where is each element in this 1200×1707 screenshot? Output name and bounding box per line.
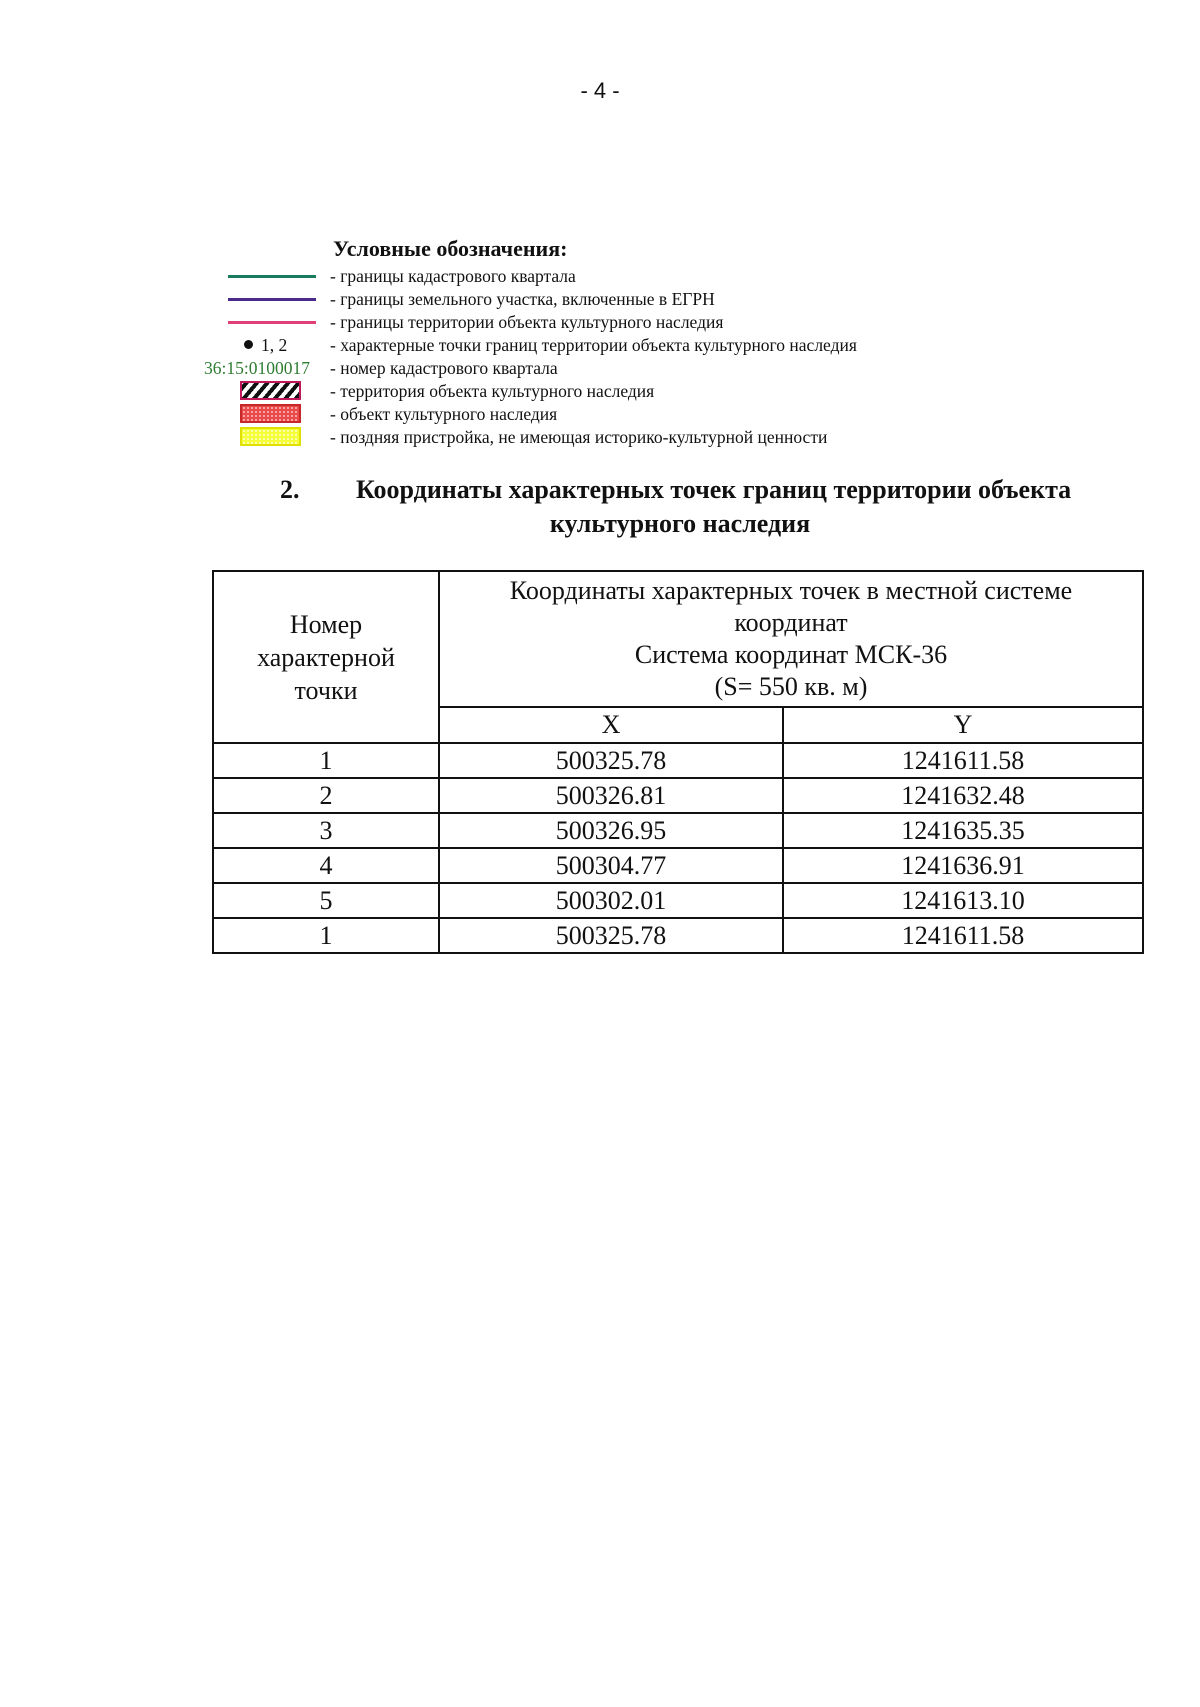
cell-y: 1241632.48 — [783, 778, 1143, 813]
section-number: 2. — [280, 475, 300, 504]
legend-item-text: - поздняя пристройка, не имеющая историко-культурной ценности — [330, 427, 828, 447]
header-text: координат — [734, 608, 848, 637]
header-text: характерной — [257, 642, 395, 672]
yellow-swatch-icon — [240, 427, 301, 446]
legend-item-text: - номер кадастрового квартала — [330, 358, 558, 378]
section-title-line2: культурного наследия — [549, 509, 811, 538]
table-row — [213, 743, 1143, 778]
cell-y: 1241636.91 — [783, 848, 1143, 883]
red-swatch-icon — [240, 404, 301, 423]
legend-item-text: - территория объекта культурного наследия — [330, 381, 655, 401]
page-number: - 4 - — [580, 78, 620, 103]
cell-point-number: 4 — [213, 848, 439, 883]
cell-point-number: 5 — [213, 883, 439, 918]
cadastral-code-label: 36:15:0100017 — [204, 358, 310, 378]
section-title-line1: Координаты характерных точек границ территории объекта — [356, 475, 1072, 504]
cell-y: 1241635.35 — [783, 813, 1143, 848]
cell-point-number: 1 — [213, 918, 439, 953]
table-row — [213, 848, 1143, 883]
table-row — [213, 813, 1143, 848]
green-line-symbol — [228, 275, 316, 278]
legend-item-characteristic-points — [0, 334, 1200, 356]
legend-item-text: - границы кадастрового квартала — [330, 266, 576, 286]
cell-x: 500325.78 — [439, 743, 783, 778]
cell-x: 500326.81 — [439, 778, 783, 813]
header-y: Y — [783, 707, 1143, 743]
legend-item-text: - характерные точки границ территории объекта культурного наследия — [330, 335, 857, 355]
cell-point-number: 3 — [213, 813, 439, 848]
table-header-row — [213, 571, 1143, 707]
point-symbol — [244, 334, 287, 356]
cell-y: 1241611.58 — [783, 918, 1143, 953]
header-point-number — [213, 571, 439, 743]
legend-title: Условные обозначения: — [333, 236, 568, 261]
coordinates-table — [212, 570, 1144, 954]
cell-point-number: 1 — [213, 743, 439, 778]
header-text: (S= 550 кв. м) — [714, 672, 868, 701]
cell-point-number: 2 — [213, 778, 439, 813]
cell-x: 500325.78 — [439, 918, 783, 953]
legend-item-text: - объект культурного наследия — [330, 404, 558, 424]
table-row — [213, 883, 1143, 918]
legend-item-land-plot-boundary — [0, 288, 1200, 310]
legend-item-late-extension — [0, 426, 1200, 448]
cell-y: 1241613.10 — [783, 883, 1143, 918]
header-text: Система координат МСК-36 — [634, 640, 948, 669]
header-coordinates — [439, 571, 1143, 707]
legend-item-cadastral-boundary — [0, 265, 1200, 287]
dot-icon — [244, 340, 253, 349]
table-row — [213, 918, 1143, 953]
legend-item-heritage-boundary — [0, 311, 1200, 333]
header-x: X — [439, 707, 783, 743]
hatch-swatch-icon — [240, 381, 301, 400]
header-text: Номер — [289, 609, 363, 639]
legend-item-heritage-object — [0, 403, 1200, 425]
purple-line-symbol — [228, 298, 316, 301]
legend-item-text: - границы земельного участка, включенные в ЕГРН — [330, 289, 715, 309]
cell-x: 500304.77 — [439, 848, 783, 883]
legend-item-heritage-territory — [0, 380, 1200, 402]
cell-y: 1241611.58 — [783, 743, 1143, 778]
cell-x: 500302.01 — [439, 883, 783, 918]
header-text: Координаты характерных точек в местной системе — [509, 576, 1073, 605]
point-label: 1, 2 — [261, 335, 288, 355]
legend-item-cadastral-number — [0, 357, 1200, 379]
header-text: точки — [294, 675, 358, 705]
pink-line-symbol — [228, 321, 316, 324]
legend-item-text: - границы территории объекта культурного наследия — [330, 312, 724, 332]
cell-x: 500326.95 — [439, 813, 783, 848]
table-row — [213, 778, 1143, 813]
